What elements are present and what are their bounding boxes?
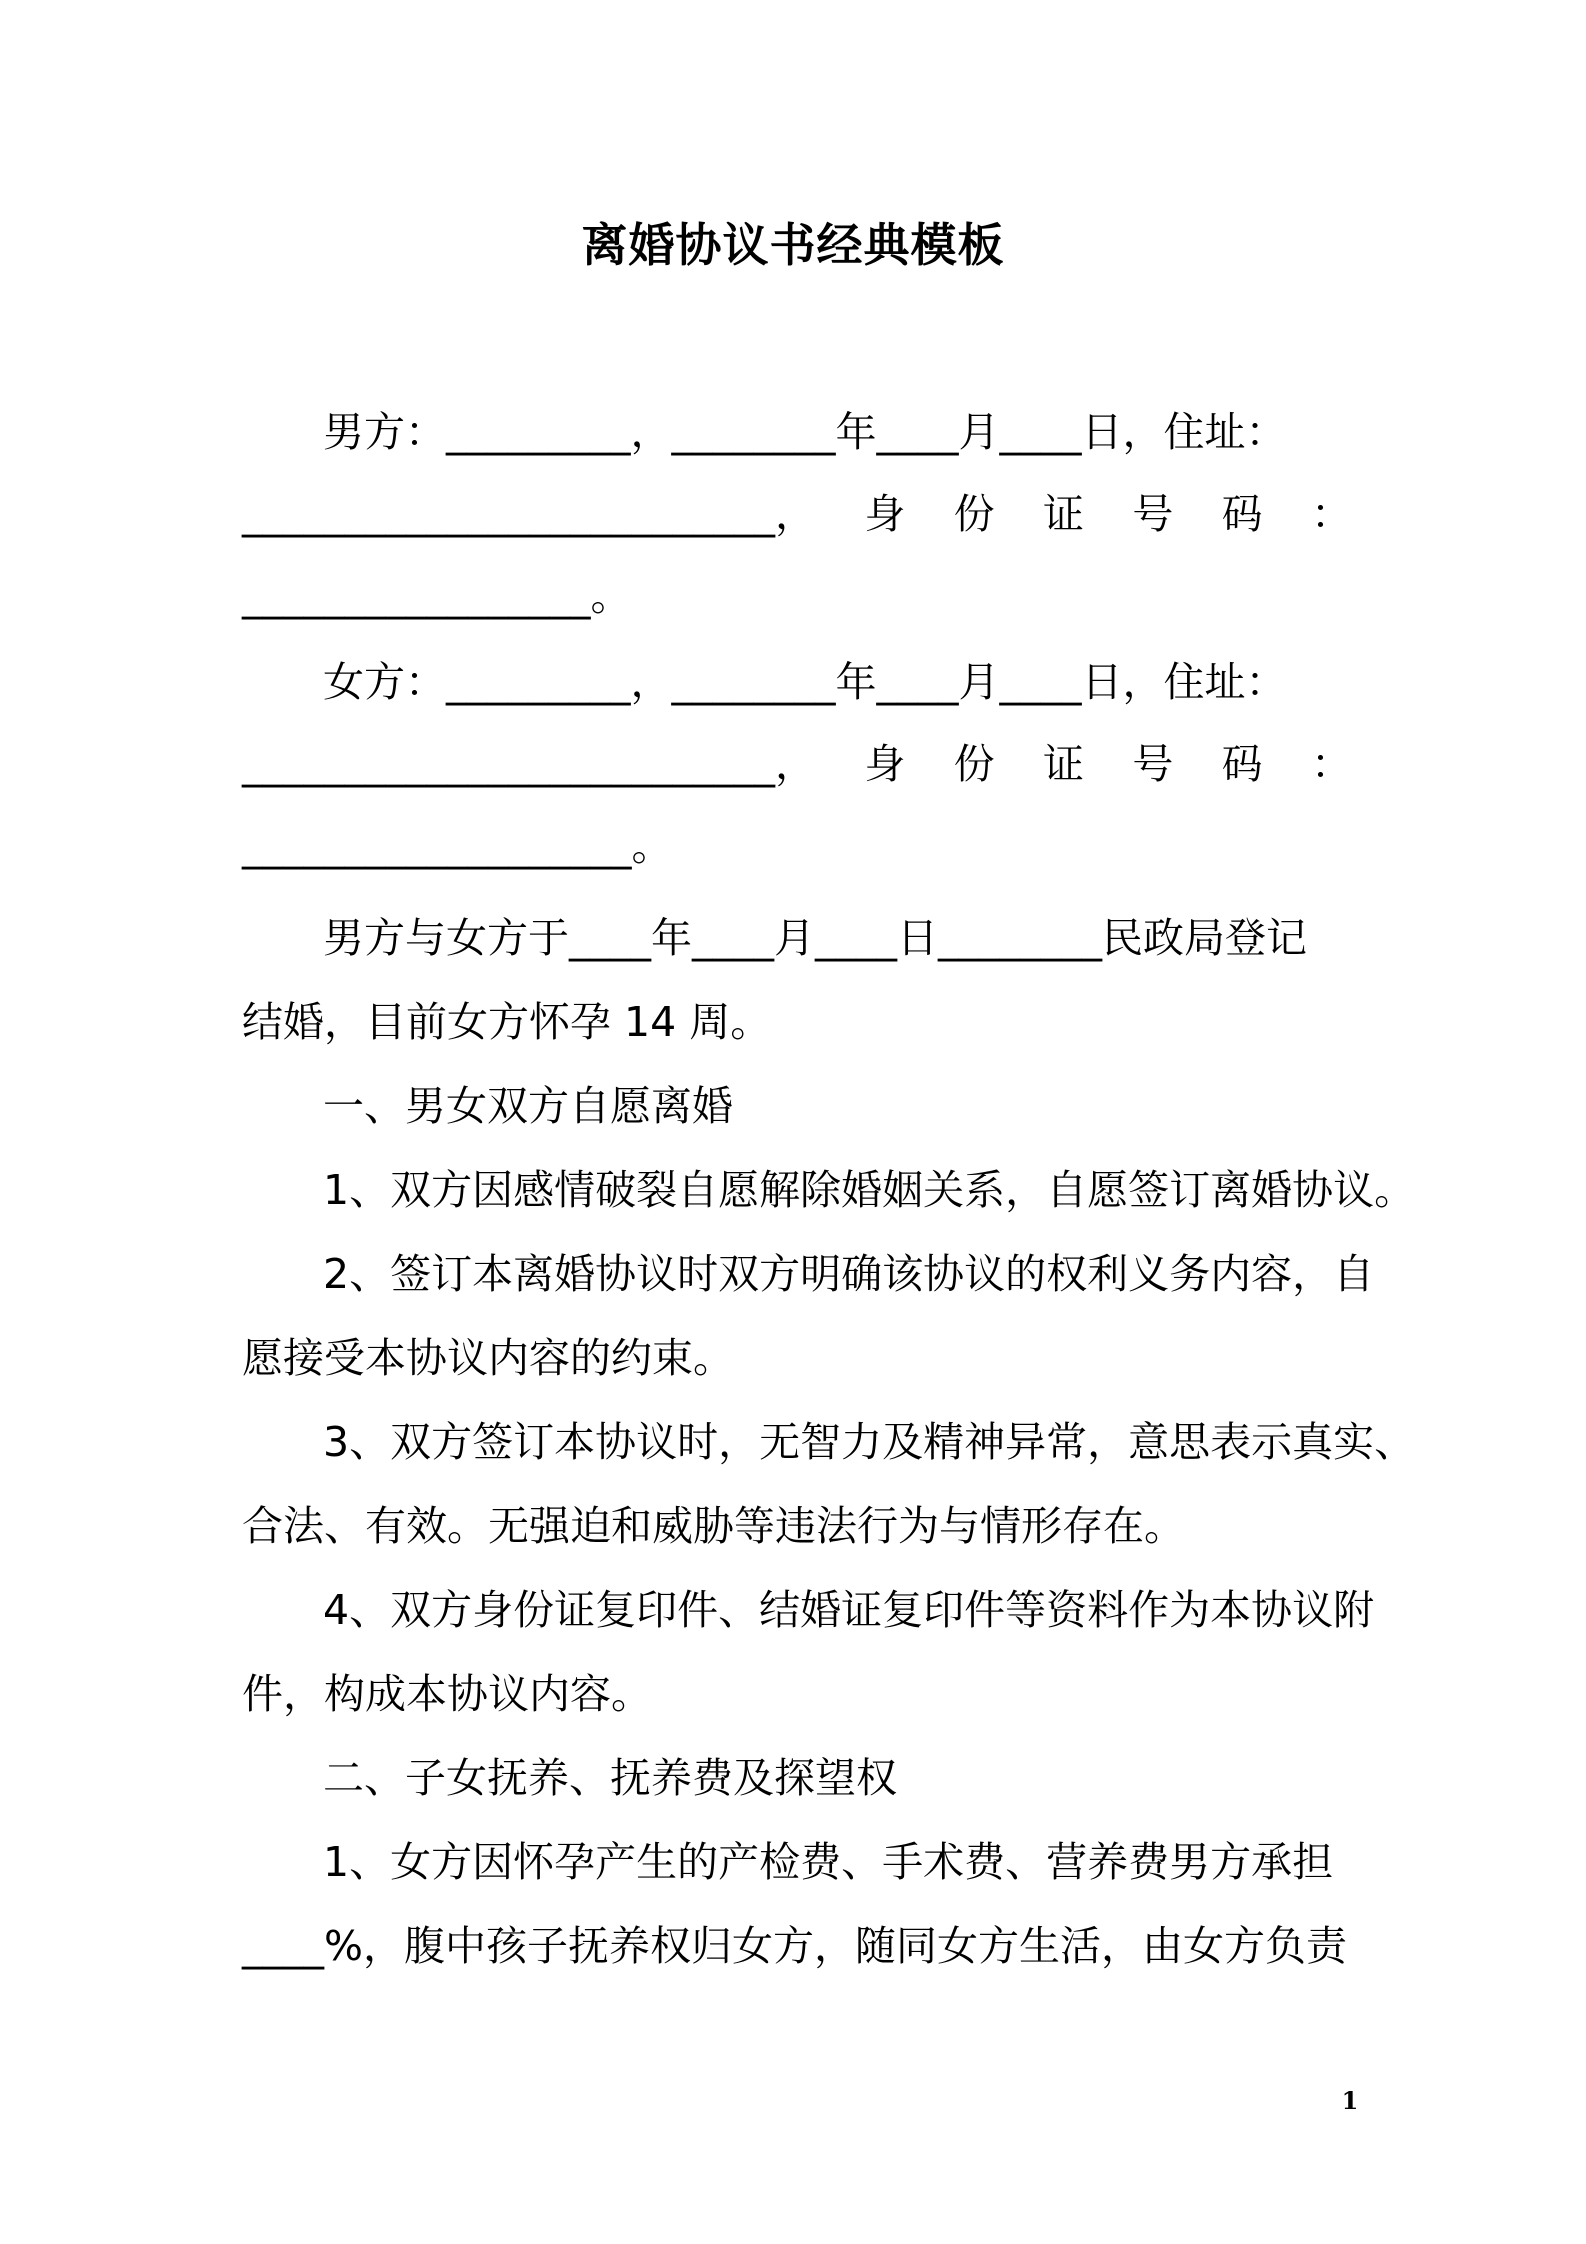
clause-paragraph-continued: 合法、有效。无强迫和威胁等违法行为与情形存在。 — [242, 1502, 1185, 1550]
marriage-line: 男方与女方于____年____月____日________民政局登记 — [323, 914, 1307, 962]
female-id-char: 号 — [1132, 740, 1174, 788]
clause-paragraph-continued: 愿接受本协议内容的约束。 — [242, 1334, 734, 1382]
clause-paragraph-continued: 件，构成本协议内容。 — [242, 1670, 652, 1718]
clause-paragraph: 1、女方因怀孕产生的产检费、手术费、营养费男方承担 — [323, 1838, 1334, 1886]
clause-paragraph-continued: ____%，腹中孩子抚养权归女方，随同女方生活，由女方负责 — [242, 1922, 1347, 1970]
page-number: 1 — [1341, 2086, 1359, 2115]
section-heading: 二、子女抚养、抚养费及探望权 — [323, 1754, 897, 1802]
clause-paragraph: 4、双方身份证复印件、结婚证复印件等资料作为本协议附 — [323, 1586, 1375, 1634]
female-id-line — [242, 736, 1352, 792]
clause-paragraph: 2、签订本离婚协议时双方明确该协议的权利义务内容，自 — [323, 1250, 1375, 1298]
marriage-line-2: 结婚，目前女方怀孕 14 周。 — [242, 998, 772, 1046]
male-address-blank: __________________________， — [242, 490, 816, 538]
male-id-char: 证 — [1042, 490, 1084, 538]
female-id-char: 身 — [864, 740, 906, 788]
clause-paragraph: 1、双方因感情破裂自愿解除婚姻关系，自愿签订离婚协议。 — [323, 1166, 1416, 1214]
male-party-line: 男方：_________，________年____月____日，住址： — [323, 408, 1287, 456]
male-id-char: 份 — [953, 490, 995, 538]
female-id-blank-line: ___________________。 — [242, 822, 673, 870]
male-id-char: ： — [1310, 490, 1352, 538]
clause-paragraph: 3、双方签订本协议时，无智力及精神异常，意思表示真实、 — [323, 1418, 1416, 1466]
male-id-char: 号 — [1132, 490, 1174, 538]
male-id-char: 码 — [1221, 490, 1263, 538]
female-party-line: 女方：_________，________年____月____日，住址： — [323, 658, 1287, 706]
male-id-char: 身 — [864, 490, 906, 538]
male-id-line — [242, 486, 1352, 542]
female-id-char: 证 — [1042, 740, 1084, 788]
female-id-char: 份 — [953, 740, 995, 788]
female-address-blank: __________________________， — [242, 740, 816, 788]
female-id-char: ： — [1310, 740, 1352, 788]
section-heading: 一、男女双方自愿离婚 — [323, 1082, 733, 1130]
female-id-char: 码 — [1221, 740, 1263, 788]
document-title: 离婚协议书经典模板 — [581, 218, 1005, 272]
male-id-blank-line: _________________。 — [242, 572, 632, 620]
